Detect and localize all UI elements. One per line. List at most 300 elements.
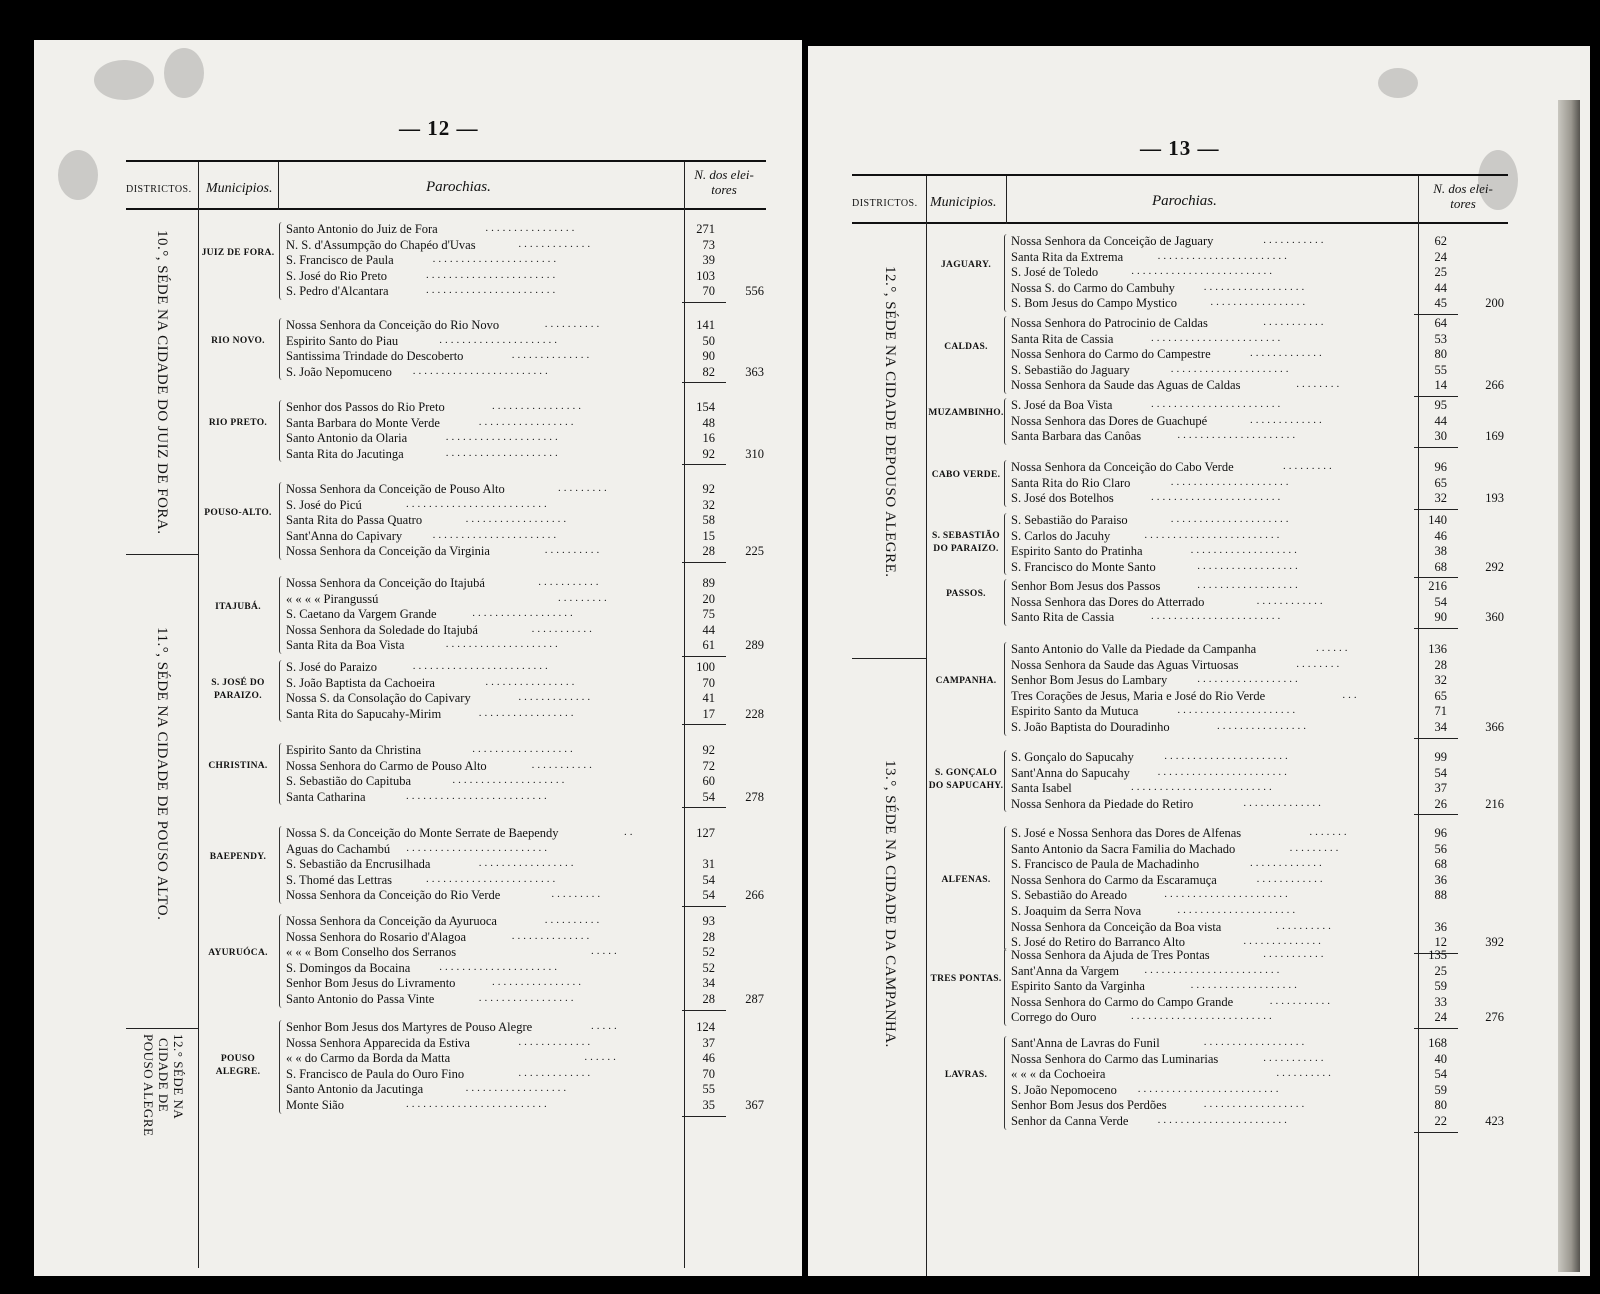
elector-count: 96 — [1434, 826, 1447, 840]
header-municipios: Municipios. — [930, 195, 997, 210]
elector-count: 68 — [1434, 857, 1447, 872]
parish-name: S. Francisco de Paula de Machadinho — [1011, 857, 1200, 872]
leader-dots: ..................... — [439, 333, 560, 346]
parish-row — [286, 431, 722, 447]
elector-count: 80 — [1434, 347, 1447, 362]
parish-name: S. Thomé das Lettras — [286, 872, 392, 887]
parish-rows — [279, 400, 722, 462]
leader-dots: ...... — [1316, 642, 1351, 654]
parish-name: Nossa Senhora do Carmo do Campo Grande — [1011, 994, 1234, 1009]
leader-dots: .............. — [511, 929, 593, 942]
municipio-label: TRES PONTAS. — [930, 974, 1002, 984]
elector-count: 54 — [702, 888, 715, 903]
elector-count: 88 — [1434, 888, 1447, 903]
elector-count: 75 — [702, 607, 715, 622]
parish-name: Santo Antonio do Passa Vinte — [286, 991, 435, 1006]
header-electors-line2: tores — [1450, 196, 1476, 211]
parish-name: Santa Catharina — [286, 789, 366, 804]
leader-dots: ................. — [478, 991, 577, 1004]
elector-count: 22 — [1434, 1113, 1447, 1128]
leader-dots: ....................... — [1151, 491, 1284, 504]
leader-dots: ........................ — [1144, 963, 1283, 976]
parish-row — [286, 349, 722, 365]
leader-dots: .................. — [1197, 559, 1301, 572]
parish-name: S. Caetano da Vargem Grande — [286, 607, 437, 622]
parish-row — [1011, 1067, 1454, 1083]
parish-name: Nossa Senhora do Carmo do Campestre — [1011, 347, 1211, 362]
parish-row — [286, 707, 722, 723]
parish-row — [1011, 904, 1454, 920]
parish-name: Nossa Senhora da Conceição do Cabo Verde — [1011, 460, 1234, 474]
municipio-total: 228 — [745, 706, 764, 721]
leader-dots: ......... — [558, 591, 610, 604]
elector-count: 216 — [1428, 579, 1447, 593]
elector-count: 28 — [1434, 657, 1447, 672]
leader-dots: ....................... — [1151, 331, 1284, 344]
parish-row — [1011, 1052, 1454, 1068]
parish-name: Senhor Bom Jesus dos Martyres de Pouso Alegre — [286, 1020, 533, 1034]
district-separator — [126, 554, 198, 555]
parish-name: S. Francisco de Paula — [286, 253, 394, 268]
leader-dots: ....................... — [1157, 765, 1290, 778]
parish-row — [1011, 826, 1454, 842]
elector-count: 38 — [1434, 544, 1447, 559]
parish-group — [279, 660, 722, 722]
parish-row — [1011, 529, 1454, 545]
parish-rows — [1004, 642, 1454, 736]
parish-name: Nossa Senhora da Conceição de Pouso Alto — [286, 482, 505, 496]
leader-dots: ...... — [584, 1051, 619, 1064]
elector-count: 90 — [702, 349, 715, 364]
municipio-total: 310 — [745, 446, 764, 461]
parish-group — [1004, 460, 1454, 507]
parish-name: S. José e Nossa Senhora das Dores de Alfenas — [1011, 826, 1242, 840]
elector-count: 70 — [702, 1066, 715, 1081]
elector-count: 34 — [702, 976, 715, 991]
leader-dots: ....................... — [1151, 398, 1284, 410]
parish-name: S. João Nepomuceno — [286, 364, 392, 379]
parish-name: Nossa Senhora das Dores do Atterrado — [1011, 594, 1205, 609]
header-parochias: Parochias. — [1152, 193, 1217, 209]
parish-row — [1011, 398, 1454, 414]
parish-group — [279, 400, 722, 462]
leader-dots: ................. — [478, 857, 577, 870]
leader-dots: ............. — [518, 691, 594, 704]
parish-row — [286, 759, 722, 775]
parish-name: Nossa Senhora da Ajuda de Tres Pontas — [1011, 948, 1210, 962]
parish-name: Santo Antonio da Sacra Familia do Machado — [1011, 841, 1236, 856]
parish-name: Nossa S. do Carmo do Cambuhy — [1011, 280, 1175, 295]
municipio-label: S. JOSÉ DO PARAIZO. — [211, 678, 265, 702]
leader-dots: ......................... — [406, 841, 550, 854]
elector-count: 55 — [702, 1082, 715, 1097]
municipio-label: JAGUARY. — [940, 260, 991, 270]
leader-dots: ............. — [518, 1035, 594, 1048]
parish-name: Nossa Senhora das Dores de Guachupé — [1011, 413, 1208, 428]
parish-row — [1011, 414, 1454, 430]
parish-name: Nossa Senhora da Saude das Aguas de Caldas — [1011, 378, 1241, 393]
elector-count: 53 — [1434, 331, 1447, 346]
parish-name: « « do Carmo da Borda da Matta — [286, 1051, 451, 1066]
group-separator — [682, 562, 726, 563]
parish-row — [286, 238, 722, 254]
parish-group — [1004, 1036, 1454, 1130]
leader-dots: ........ — [1296, 657, 1343, 670]
parish-name: Santa Rita da Boa Vista — [286, 638, 405, 653]
parish-group — [1004, 579, 1454, 626]
leader-dots: ......................... — [406, 789, 550, 802]
parish-name: S. Carlos do Jacuhy — [1011, 528, 1111, 543]
elector-count: 24 — [1434, 1010, 1447, 1025]
parish-name: Monte Sião — [286, 1097, 344, 1112]
parish-name: S. Bom Jesus do Campo Mystico — [1011, 296, 1177, 311]
elector-count: 52 — [702, 945, 715, 960]
leader-dots: ....................... — [1157, 249, 1290, 262]
leader-dots: ..................... — [1177, 704, 1299, 717]
leader-dots: .......... — [544, 544, 603, 557]
parish-name: S. José de Toledo — [1011, 265, 1099, 280]
parish-row — [286, 284, 722, 300]
municipio-label: POUSO ALEGRE. — [215, 1053, 261, 1077]
header-electors — [1420, 181, 1506, 211]
parish-name: Nossa Senhora da Conceição do Itajubá — [286, 576, 485, 590]
leader-dots: ...................... — [1164, 888, 1291, 901]
district-13-text: 13.°, SÉDE NA CIDADE DA CAMPANHA. — [882, 760, 898, 1048]
leader-dots: ........................ — [412, 660, 551, 672]
parish-name: Sant'Anna de Lavras do Funil — [1011, 1036, 1160, 1050]
leader-dots: ..................... — [1170, 362, 1292, 375]
parish-name: S. Sebastião do Capituba — [286, 774, 411, 789]
parish-name: Corrego do Ouro — [1011, 1010, 1097, 1025]
group-separator — [682, 1010, 726, 1011]
elector-count: 40 — [1434, 1051, 1447, 1066]
parish-name: Sant'Anna do Sapucahy — [1011, 765, 1130, 780]
table-header — [126, 162, 766, 210]
electoral-table — [126, 160, 766, 1268]
leader-dots: ................ — [492, 400, 584, 412]
parish-name: S. Sebastião do Jaguary — [1011, 362, 1130, 377]
parish-name: Santo Antonio do Valle da Piedade da Campanha — [1011, 642, 1257, 656]
municipio-total: 363 — [745, 364, 764, 379]
parish-name: S. José do Retiro do Barranco Alto — [1011, 935, 1185, 950]
parish-row — [1011, 560, 1454, 576]
elector-count: 14 — [1434, 378, 1447, 393]
elector-count: 46 — [702, 1051, 715, 1066]
parish-row — [286, 945, 722, 961]
parish-row — [286, 269, 722, 285]
leader-dots: ......................... — [1137, 1082, 1282, 1095]
parish-group — [1004, 234, 1454, 312]
municipio-total: 556 — [745, 284, 764, 299]
page-number: — 13 — — [1140, 136, 1220, 160]
leader-dots: .................. — [1203, 1036, 1308, 1048]
column-divider — [926, 176, 927, 1276]
elector-count: 44 — [1434, 280, 1447, 295]
parish-row — [1011, 1098, 1454, 1114]
parish-row — [286, 676, 722, 692]
parish-row — [1011, 704, 1454, 720]
parish-row — [1011, 513, 1454, 529]
elector-count: 44 — [702, 622, 715, 637]
leader-dots: ..... — [591, 1020, 620, 1032]
leader-dots: ...................... — [432, 528, 560, 541]
parish-row — [286, 914, 722, 930]
leader-dots: ..................... — [439, 960, 560, 973]
leader-dots: .............. — [511, 349, 593, 362]
parish-name: Santa Rita de Cassia — [1011, 331, 1114, 346]
parish-name: Nossa S. da Consolação do Capivary — [286, 691, 471, 706]
elector-count: 54 — [1434, 1067, 1447, 1082]
group-separator — [1414, 738, 1458, 739]
parish-row — [286, 482, 722, 498]
parish-name: Sant'Anna da Vargem — [1011, 963, 1120, 978]
parish-row — [286, 691, 722, 707]
parish-name: Senhor Bom Jesus do Lambary — [1011, 673, 1168, 688]
group-separator — [1414, 314, 1458, 315]
elector-count: 82 — [702, 364, 715, 379]
district-12-text: 12.°, SÉDE NA CIDADE DEPOUSO ALEGRE. — [882, 266, 898, 578]
parish-rows — [1004, 460, 1454, 507]
elector-count: 26 — [1434, 796, 1447, 811]
parish-name: Espirito Santo do Piau — [286, 333, 399, 348]
parish-name: « « « da Cochoeira — [1011, 1067, 1106, 1082]
leader-dots: ................. — [1210, 296, 1309, 309]
column-divider — [1006, 176, 1007, 224]
parish-row — [1011, 460, 1454, 476]
elector-count: 32 — [1434, 673, 1447, 688]
parish-name: Espirito Santo da Christina — [286, 743, 422, 757]
parish-row — [286, 961, 722, 977]
parish-row — [286, 1051, 722, 1067]
parish-rows — [1004, 234, 1454, 312]
parish-row — [1011, 316, 1454, 332]
district-separator — [126, 1028, 198, 1029]
elector-count: 24 — [1434, 249, 1447, 264]
leader-dots: ...................... — [432, 253, 560, 266]
parish-name: S. Gonçalo do Sapucahy — [1011, 750, 1134, 764]
parish-row — [286, 1082, 722, 1098]
elector-count: 28 — [702, 991, 715, 1006]
parish-name: Nossa Senhora da Conceição da Boa vista — [1011, 919, 1222, 934]
municipio-label: RIO PRETO. — [208, 418, 268, 429]
elector-count: 103 — [696, 268, 715, 283]
group-separator — [1414, 509, 1458, 510]
leader-dots: ............. — [1250, 347, 1325, 360]
header-electors-line1: N. dos elei- — [1433, 181, 1493, 196]
parish-row — [286, 607, 722, 623]
parish-row — [1011, 595, 1454, 611]
parish-rows — [1004, 948, 1454, 1026]
leader-dots: .......... — [1276, 919, 1334, 932]
parish-name: S. Pedro d'Alcantara — [286, 284, 389, 299]
group-separator — [682, 906, 726, 907]
elector-count: 71 — [1434, 704, 1447, 719]
municipio-label: POUSO-ALTO. — [204, 508, 272, 518]
elector-count: 93 — [702, 914, 715, 928]
elector-count: 46 — [1434, 528, 1447, 543]
parish-group — [279, 482, 722, 560]
municipio-label: LAVRAS. — [944, 1069, 988, 1080]
group-separator — [682, 464, 726, 465]
header-municipios: Municipios. — [206, 181, 273, 196]
municipio-label: BAEPENDY. — [209, 852, 267, 862]
parish-name: Santa Barbara das Canôas — [1011, 429, 1142, 444]
municipio-total: 292 — [1485, 559, 1504, 574]
parish-row — [286, 790, 722, 806]
parish-group — [279, 826, 722, 904]
parish-name: Nossa Senhora do Carmo das Luminarias — [1011, 1051, 1219, 1066]
leader-dots: ... — [1342, 688, 1360, 701]
parish-name: Nossa Senhora do Patrocinio de Caldas — [1011, 316, 1208, 330]
leader-dots: ........... — [531, 622, 595, 635]
municipio-total: 276 — [1485, 1010, 1504, 1025]
leader-dots: ........................ — [1144, 528, 1283, 541]
parish-name: Santa Isabel — [1011, 781, 1072, 796]
elector-count: 95 — [1434, 398, 1447, 412]
leader-dots: ............ — [1256, 594, 1326, 607]
parish-row — [286, 888, 722, 904]
municipio-total: 367 — [745, 1098, 764, 1112]
parish-name: Nossa Senhora da Piedade do Retiro — [1011, 796, 1194, 811]
parish-name: S. Francisco de Paula do Ouro Fino — [286, 1066, 465, 1081]
leader-dots: .................... — [445, 638, 561, 651]
municipio-label: MUZAMBINHO. — [928, 408, 1004, 419]
leader-dots: ..................... — [1177, 903, 1299, 916]
elector-count: 45 — [1434, 296, 1447, 311]
parish-name: Nossa Senhora da Conceição de Jaguary — [1011, 234, 1214, 248]
parish-name: Senhor Bom Jesus dos Perdões — [1011, 1098, 1167, 1113]
parish-row — [1011, 579, 1454, 595]
leader-dots: .................. — [472, 607, 576, 620]
leader-dots: ....................... — [1157, 1113, 1290, 1126]
elector-count: 89 — [702, 576, 715, 590]
parish-row — [1011, 1114, 1454, 1130]
elector-count: 48 — [702, 415, 715, 430]
elector-count: 32 — [702, 497, 715, 512]
parish-row — [286, 253, 722, 269]
parish-row — [1011, 544, 1454, 560]
elector-count: 64 — [1434, 316, 1447, 330]
elector-count: 168 — [1428, 1036, 1447, 1050]
parish-name: Santa Rita do Passa Quatro — [286, 513, 423, 528]
parish-group — [1004, 642, 1454, 736]
elector-count: 60 — [702, 774, 715, 789]
parish-group — [279, 743, 722, 805]
parish-name: S. Joaquim da Serra Nova — [1011, 903, 1142, 918]
header-parochias: Parochias. — [426, 179, 491, 195]
parish-rows — [279, 1020, 722, 1114]
parish-name: Nossa Senhora Apparecida da Estiva — [286, 1035, 470, 1050]
elector-count: 17 — [702, 706, 715, 721]
leader-dots: ......... — [1283, 460, 1335, 472]
leader-dots: ........... — [1263, 948, 1327, 960]
parish-row — [1011, 781, 1454, 797]
parish-row — [286, 873, 722, 889]
leader-dots: ..................... — [1170, 513, 1292, 525]
leader-dots: ................ — [485, 222, 578, 234]
parish-row — [1011, 1083, 1454, 1099]
elector-count: 32 — [1434, 491, 1447, 506]
elector-count: 34 — [1434, 719, 1447, 734]
leader-dots: .............. — [1243, 935, 1324, 948]
leader-dots: ....................... — [426, 872, 559, 885]
leader-dots: ............. — [518, 1066, 594, 1079]
parish-row — [286, 400, 722, 416]
parish-name: Senhor Bom Jesus dos Passos — [1011, 579, 1161, 593]
parish-name: S. João Baptista do Douradinho — [1011, 719, 1170, 734]
parish-row — [1011, 281, 1454, 297]
municipio-label: ITAJUBÁ. — [215, 602, 261, 612]
elector-count: 54 — [702, 872, 715, 887]
municipio-label: S. GONÇALO DO SAPUCAHY. — [928, 768, 1004, 792]
leader-dots: ........... — [538, 576, 602, 588]
parish-row — [1011, 265, 1454, 281]
ink-smudge — [94, 60, 154, 100]
parish-group — [1004, 316, 1454, 394]
parish-name: Senhor da Canna Verde — [1011, 1113, 1129, 1128]
parish-row — [1011, 332, 1454, 348]
parish-row — [286, 513, 722, 529]
leader-dots: ........ — [1296, 378, 1343, 391]
parish-rows — [279, 318, 722, 380]
parish-name: S. José do Paraizo — [286, 660, 377, 674]
parish-name: Nossa Senhora do Rosario d'Alagoa — [286, 929, 466, 944]
elector-count: 44 — [1434, 413, 1447, 428]
page-edge — [1558, 100, 1580, 1272]
parish-row — [1011, 476, 1454, 492]
parish-row — [1011, 888, 1454, 904]
elector-count: 141 — [696, 318, 715, 332]
leader-dots: ........... — [531, 758, 595, 771]
municipio-total: 169 — [1485, 429, 1504, 444]
parish-row — [1011, 873, 1454, 889]
parish-group — [279, 318, 722, 380]
parish-row — [1011, 857, 1454, 873]
parish-row — [1011, 378, 1454, 394]
parish-row — [286, 638, 722, 654]
parish-rows — [1004, 750, 1454, 812]
parish-row — [1011, 491, 1454, 507]
group-separator — [1414, 628, 1458, 629]
table-header — [852, 176, 1508, 224]
parish-name: Santo Rita de Cassia — [1011, 610, 1115, 625]
elector-count: 135 — [1428, 948, 1447, 962]
municipio-total: 216 — [1485, 796, 1504, 811]
parish-name: Senhor Bom Jesus do Livramento — [286, 976, 456, 991]
district-12-text-2: CIDADE DE — [156, 1038, 171, 1113]
parish-name: « « « « Pirangussú — [286, 591, 379, 606]
elector-count: 92 — [702, 482, 715, 496]
parish-row — [1011, 842, 1454, 858]
elector-count: 15 — [702, 528, 715, 543]
header-electors — [684, 167, 764, 197]
municipio-label: RIO NOVO. — [211, 336, 265, 347]
municipio-total: 278 — [745, 789, 764, 804]
municipio-total: 193 — [1485, 491, 1504, 506]
parish-group — [1004, 513, 1454, 575]
leader-dots: ......... — [558, 482, 610, 494]
electoral-table — [852, 174, 1508, 1276]
leader-dots: ..................... — [1177, 429, 1299, 442]
parish-name: Santa Rita do Sapucahy-Mirim — [286, 706, 442, 721]
parish-name: Santa Rita do Jacutinga — [286, 446, 404, 461]
leader-dots: .................... — [445, 431, 561, 444]
elector-count: 62 — [1434, 234, 1447, 248]
elector-count: 54 — [1434, 594, 1447, 609]
leader-dots: ......................... — [1131, 1010, 1275, 1023]
parish-name: Nossa Senhora da Conceição do Rio Verde — [286, 888, 501, 903]
parish-name: Santissima Trindade do Descoberto — [286, 349, 464, 364]
